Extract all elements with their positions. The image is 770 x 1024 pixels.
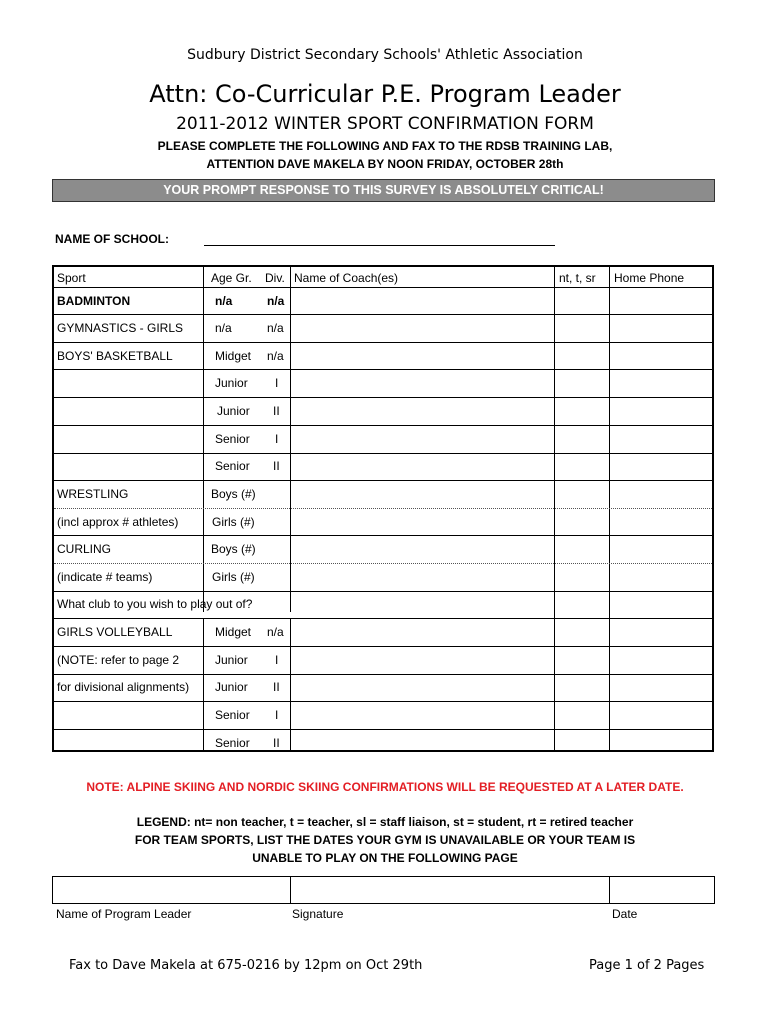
row-sport: (indicate # teams) xyxy=(57,570,153,584)
row-sport: WRESTLING xyxy=(57,487,129,501)
school-name-label: NAME OF SCHOOL: xyxy=(55,232,169,246)
alpine-skiing-note: NOTE: ALPINE SKIING AND NORDIC SKIING CONFIRMATIONS WILL BE REQUESTED AT A LATER DATE. xyxy=(86,780,684,794)
header-sport: Sport xyxy=(57,271,86,285)
row-line xyxy=(54,674,712,675)
row-sport: BOYS' BASKETBALL xyxy=(57,349,173,363)
signature-box[interactable] xyxy=(52,876,715,904)
row-age-group: Junior xyxy=(217,404,250,418)
row-line xyxy=(54,397,712,398)
club-question: What club to you wish to play out of? xyxy=(57,597,253,611)
header-age-group: Age Gr. xyxy=(211,271,252,285)
row-line xyxy=(54,453,712,454)
row-sport: (NOTE: refer to page 2 xyxy=(57,653,180,667)
program-leader-label: Name of Program Leader xyxy=(56,907,192,921)
row-division: II xyxy=(273,404,280,418)
signature-divider xyxy=(290,877,291,903)
row-line xyxy=(54,425,712,426)
row-age-group: Senior xyxy=(215,708,250,722)
legend-line-1: LEGEND: nt= non teacher, t = teacher, sl = staff liaison, st = student, rt = retired teacher xyxy=(136,815,634,829)
row-division: I xyxy=(275,432,279,446)
row-age-group: Boys (#) xyxy=(211,542,256,556)
row-sport: GYMNASTICS - GIRLS xyxy=(57,321,184,335)
row-age-group: Girls (#) xyxy=(212,515,255,529)
row-line xyxy=(54,480,712,481)
fax-instructions: Fax to Dave Makela at 675-0216 by 12pm on Oct 29th xyxy=(69,958,423,973)
form-subtitle: 2011-2012 WINTER SPORT CONFIRMATION FORM xyxy=(176,114,594,134)
instruction-line-2: ATTENTION DAVE MAKELA BY NOON FRIDAY, OCTOBER 28th xyxy=(206,157,564,171)
row-age-group: Girls (#) xyxy=(212,570,255,584)
legend-line-3: UNABLE TO PLAY ON THE FOLLOWING PAGE xyxy=(252,851,518,865)
row-division: n/a xyxy=(267,625,284,639)
row-age-group: Senior xyxy=(215,432,250,446)
row-age-group: Junior xyxy=(215,680,248,694)
row-line xyxy=(54,646,712,647)
row-line-dotted xyxy=(54,563,712,564)
row-sport: BADMINTON xyxy=(57,294,131,308)
row-line xyxy=(54,701,712,702)
sport-table xyxy=(52,265,714,752)
row-age-group: Senior xyxy=(215,459,250,473)
row-sport: CURLING xyxy=(57,542,112,556)
row-division: n/a xyxy=(267,321,284,335)
row-sport: (incl approx # athletes) xyxy=(57,515,179,529)
page-number: Page 1 of 2 Pages xyxy=(589,958,705,973)
row-line xyxy=(54,314,712,315)
row-age-group: Midget xyxy=(215,349,252,363)
date-label: Date xyxy=(612,907,638,921)
row-line-dotted xyxy=(54,508,712,509)
column-divider-division-lower xyxy=(290,619,291,750)
row-age-group: Junior xyxy=(215,653,248,667)
row-line xyxy=(54,729,712,730)
column-divider-sport xyxy=(203,267,204,612)
row-age-group: Boys (#) xyxy=(211,487,256,501)
row-line xyxy=(54,342,712,343)
page-title: Attn: Co-Curricular P.E. Program Leader xyxy=(149,80,621,108)
row-division: II xyxy=(273,736,280,750)
row-division: I xyxy=(275,376,279,390)
legend-line-2: FOR TEAM SPORTS, LIST THE DATES YOUR GYM IS UNAVAILABLE OR YOUR TEAM IS xyxy=(134,833,636,847)
row-age-group: Senior xyxy=(215,736,250,750)
row-division: II xyxy=(273,680,280,694)
row-division: n/a xyxy=(267,349,284,363)
row-sport: for divisional alignments) xyxy=(57,680,190,694)
row-division: I xyxy=(275,653,279,667)
row-line xyxy=(54,591,712,592)
row-division: II xyxy=(273,459,280,473)
school-name-field[interactable] xyxy=(204,245,555,246)
header-coach-type: nt, t, sr xyxy=(559,271,596,285)
header-home-phone: Home Phone xyxy=(614,271,685,285)
row-line xyxy=(54,535,712,536)
critical-banner: YOUR PROMPT RESPONSE TO THIS SURVEY IS ABSOLUTELY CRITICAL! xyxy=(52,179,715,202)
row-sport: GIRLS VOLLEYBALL xyxy=(57,625,173,639)
header-coach-name: Name of Coach(es) xyxy=(294,271,399,285)
column-divider-sport-lower xyxy=(203,619,204,750)
row-age-group: n/a xyxy=(215,321,232,335)
date-divider xyxy=(609,877,610,903)
header-division: Div. xyxy=(265,271,285,285)
row-age-group: n/a xyxy=(215,294,233,308)
association-name: Sudbury District Secondary Schools' Athletic Association xyxy=(187,47,583,63)
row-division: n/a xyxy=(267,294,285,308)
column-divider-division xyxy=(290,267,291,612)
row-age-group: Midget xyxy=(215,625,252,639)
row-line xyxy=(54,369,712,370)
instruction-line-1: PLEASE COMPLETE THE FOLLOWING AND FAX TO THE RDSB TRAINING LAB, xyxy=(157,139,613,153)
header-bottom-line xyxy=(54,287,712,288)
row-division: I xyxy=(275,708,279,722)
signature-label: Signature xyxy=(292,907,344,921)
row-age-group: Junior xyxy=(215,376,248,390)
row-line xyxy=(54,618,712,619)
